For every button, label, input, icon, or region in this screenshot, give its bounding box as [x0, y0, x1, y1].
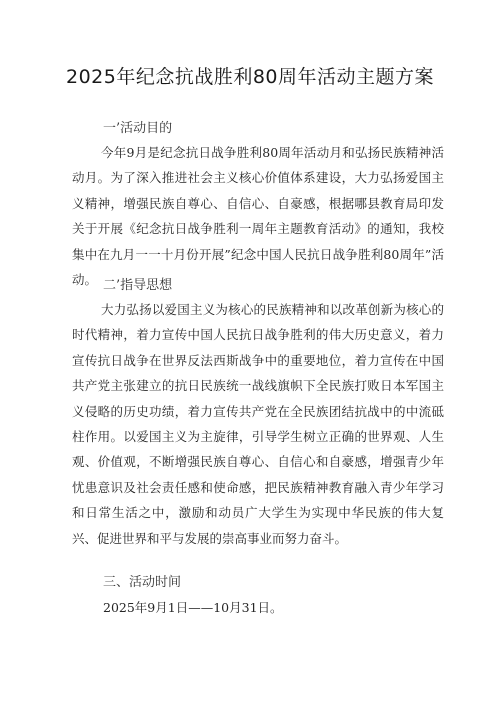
section-heading-purpose: 一’活动目的 — [103, 121, 173, 136]
section-body-guiding-ideology: 大力弘扬以爱国主义为核心的民族精神和以改革创新为核心的时代精神，着力宣传中国人民抗日战争胜利的伟大历史意义，着力宣传抗日战争在世界反法西斯战争中的重要地位，着力宣传在中国共产党主张建立的抗日民族统一战线旗帜下全民族打败日本军国主义侵略的历史功绩，着力宣传共产党在全民族团结抗战中的中流砥柱作用。以爱国主义为主旋律，引导学生树立正确的世界观、人生观、价值观，不断增强民族自尊心、自信心和自豪感，增强青少年忧患意识及社会责任感和使命感，把民族精神教育融入青少年学习和日常生活之中，激励和动员广大学生为实现中华民族的伟大复兴、促进世界和平与发展的崇高事业而努力奋斗。 — [72, 302, 444, 546]
section-body-purpose: 今年9月是纪念抗日战争胜利80周年活动月和弘扬民族精神活动月。为了深入推进社会主义核心价值体系建设，大力弘扬爱国主义精神，增强民族自尊心、自信心、自豪感，根据哪县教育局印发关于开展《纪念抗日战争胜利一周年主题教育活动》的通知，我校集中在九月一一十月份开展”纪念中国人民抗日战争胜利80周年”活动。 — [72, 145, 444, 288]
document-title: 2025年纪念抗战胜利80周年活动主题方案 — [65, 66, 435, 88]
section-body-activity-time: 2025年9月1日——10月31日。 — [103, 600, 283, 615]
section-heading-activity-time: 三、活动时间 — [103, 575, 182, 590]
section-heading-guiding-ideology: 二’指导思想 — [103, 278, 173, 293]
